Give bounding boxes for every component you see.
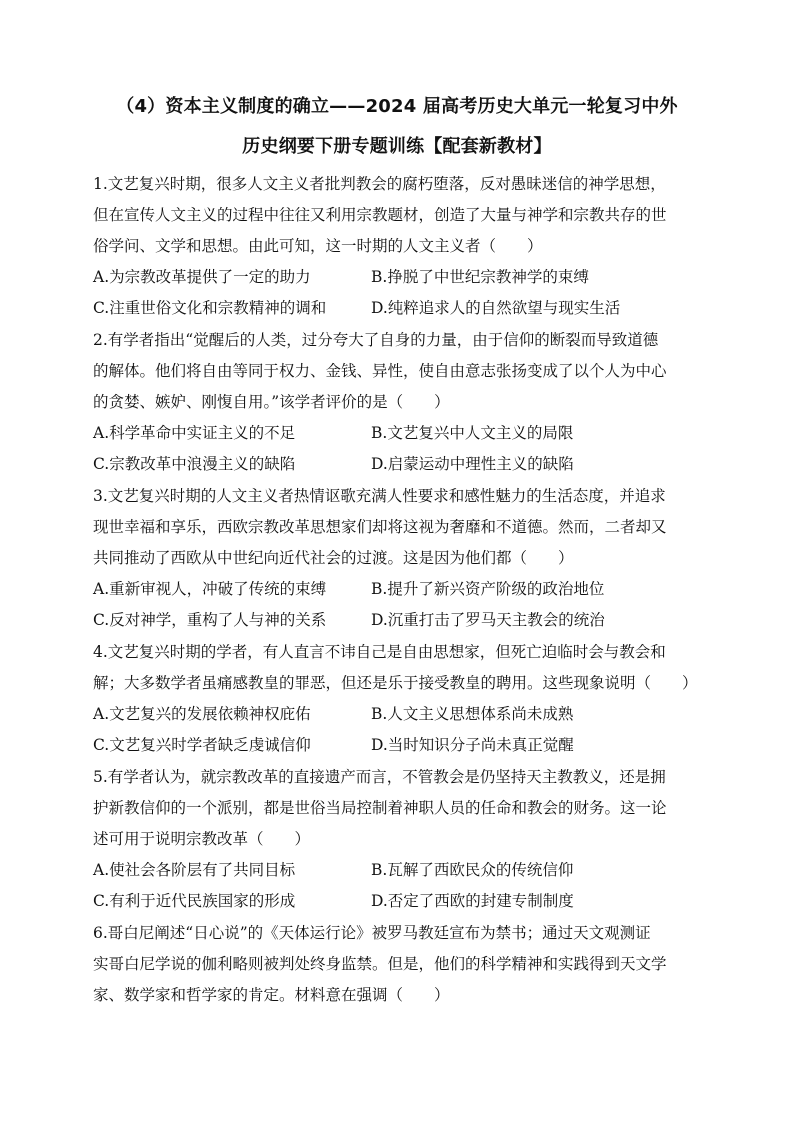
- question-2-option-b: B.文艺复兴中人文主义的局限: [371, 424, 574, 442]
- question-1-option-c: C.注重世俗文化和宗教精神的调和: [93, 299, 327, 317]
- document-title-line-1: （4）资本主义制度的确立——2024 届高考历史大单元一轮复习中外: [116, 96, 678, 117]
- question-3-line-1: 3.文艺复兴时期的人文主义者热情讴歌充满人性要求和感性魅力的生活态度，并追求: [93, 487, 666, 505]
- question-5-line-3: 述可用于说明宗教改革（ ）: [93, 830, 311, 848]
- question-3-line-3: 共同推动了西欧从中世纪向近代社会的过渡。这是因为他们都（ ）: [93, 549, 574, 567]
- question-5-option-d: D.否定了西欧的封建专制制度: [371, 892, 574, 910]
- question-2-line-2: 的解体。他们将自由等同于权力、金钱、异性，使自由意志张扬变成了以个人为中心: [93, 362, 667, 380]
- document-title-line-2: 历史纲要下册专题训练【配套新教材】: [242, 136, 552, 157]
- question-5-line-2: 护新教信仰的一个派别，都是世俗当局控制着神职人员的任命和教会的财务。这一论: [93, 799, 667, 817]
- question-6-line-3: 家、数学家和哲学家的肯定。材料意在强调（ ）: [93, 986, 450, 1004]
- question-3-option-b: B.提升了新兴资产阶级的政治地位: [371, 580, 605, 598]
- question-5-option-a: A.使社会各阶层有了共同目标: [93, 861, 296, 879]
- question-1-option-d: D.纯粹追求人的自然欲望与现实生活: [371, 299, 621, 317]
- question-1-line-2: 但在宣传人文主义的过程中往往又利用宗教题材，创造了大量与神学和宗教共存的世: [93, 206, 667, 224]
- question-5-option-c: C.有利于近代民族国家的形成: [93, 892, 296, 910]
- question-2-line-1: 2.有学者指出“觉醒后的人类，过分夸大了自身的力量，由于信仰的断裂而导致道德: [93, 331, 659, 349]
- question-1-option-a: A.为宗教改革提供了一定的助力: [93, 268, 311, 286]
- question-4-line-2: 解；大多数学者虽痛感教皇的罪恶，但还是乐于接受教皇的聘用。这些现象说明（ ）: [93, 674, 698, 692]
- question-6-line-1: 6.哥白尼阐述“日心说”的《天体运行论》被罗马教廷宣布为禁书；通过天文观测证: [93, 924, 651, 942]
- question-2-line-3: 的贪婪、嫉妒、刚愎自用。”该学者评价的是（ ）: [93, 393, 450, 411]
- question-3-option-c: C.反对神学，重构了人与神的关系: [93, 611, 327, 629]
- question-4-line-1: 4.文艺复兴时期的学者，有人直言不讳自己是自由思想家，但死亡迫临时会与教会和: [93, 643, 666, 661]
- question-5-line-1: 5.有学者认为，就宗教改革的直接遗产而言，不管教会是仍坚持天主教教义，还是拥: [93, 768, 666, 786]
- question-3-option-d: D.沉重打击了罗马天主教会的统治: [371, 611, 605, 629]
- question-1-line-1: 1.文艺复兴时期，很多人文主义者批判教会的腐朽堕落，反对愚昧迷信的神学思想，: [93, 175, 666, 193]
- question-1-option-b: B.挣脱了中世纪宗教神学的束缚: [371, 268, 589, 286]
- question-3-line-2: 现世幸福和享乐，西欧宗教改革思想家们却将这视为奢靡和不道德。然而，二者却又: [93, 518, 667, 536]
- question-2-option-c: C.宗教改革中浪漫主义的缺陷: [93, 455, 296, 473]
- question-4-option-a: A.文艺复兴的发展依赖神权庇佑: [93, 705, 311, 723]
- question-6-line-2: 实哥白尼学说的伽利略则被判处终身监禁。但是，他们的科学精神和实践得到天文学: [93, 955, 667, 973]
- question-4-option-b: B.人文主义思想体系尚未成熟: [371, 705, 574, 723]
- question-3-option-a: A.重新审视人，冲破了传统的束缚: [93, 580, 327, 598]
- question-4-option-d: D.当时知识分子尚未真正觉醒: [371, 736, 574, 754]
- question-4-option-c: C.文艺复兴时学者缺乏虔诚信仰: [93, 736, 311, 754]
- question-5-option-b: B.瓦解了西欧民众的传统信仰: [371, 861, 574, 879]
- question-2-option-a: A.科学革命中实证主义的不足: [93, 424, 296, 442]
- question-2-option-d: D.启蒙运动中理性主义的缺陷: [371, 455, 574, 473]
- question-1-line-3: 俗学问、文学和思想。由此可知，这一时期的人文主义者（ ）: [93, 237, 543, 255]
